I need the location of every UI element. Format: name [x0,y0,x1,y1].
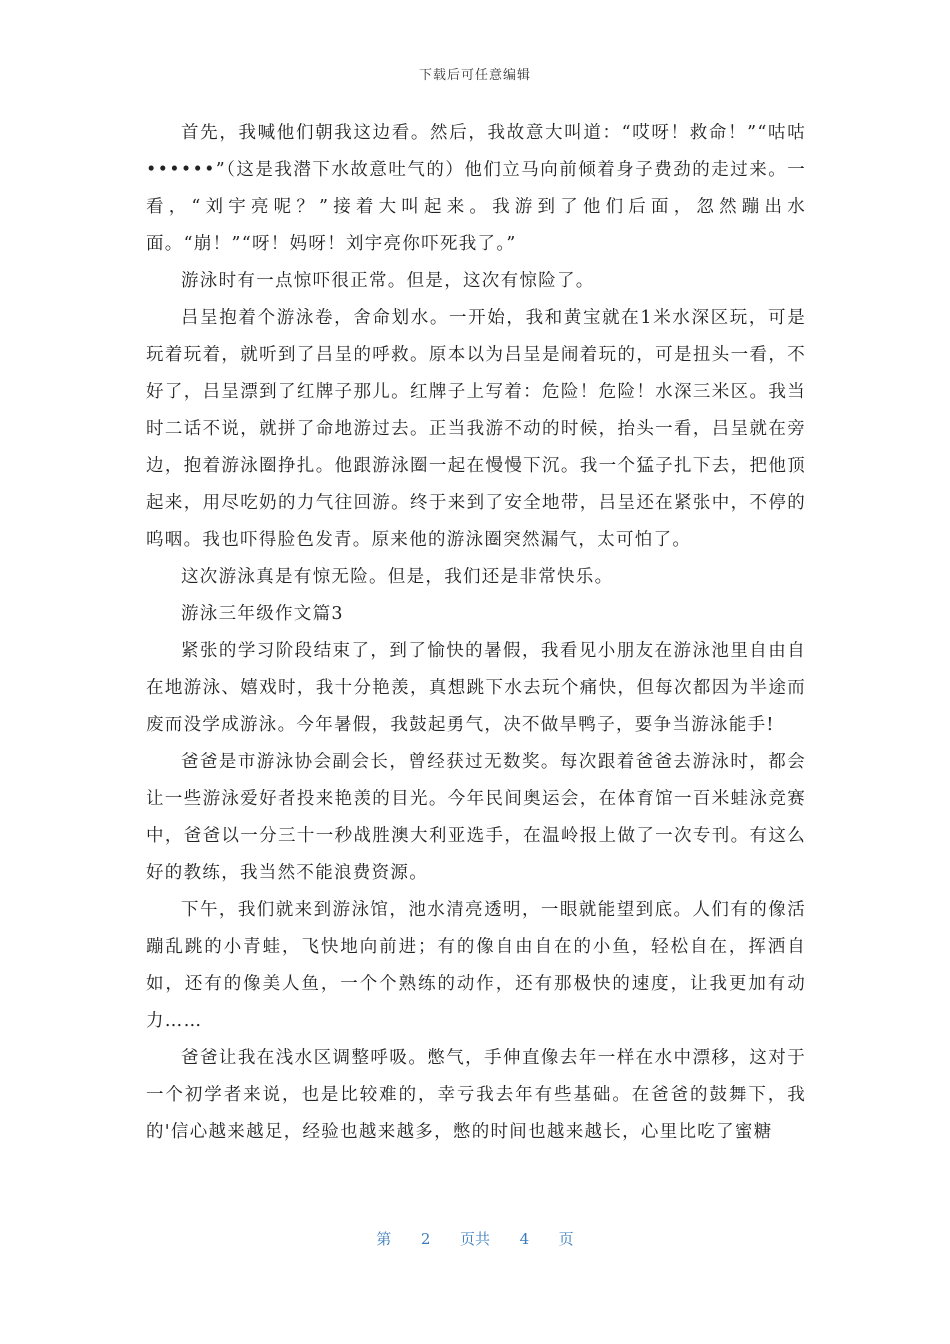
current-page-number: 2 [420,1230,431,1248]
paragraph: 游泳时有一点惊吓很正常。但是，这次有惊险了。 [181,271,595,291]
page-footer [0,1228,950,1249]
paragraph: 爸爸是市游泳协会副会长，曾经获过无数奖。每次跟着爸爸去游泳时，都会让一些游泳爱好者投来艳羡的目光。今年民间奥运会，在体育馆一百米蛙泳竞赛中，爸爸以一分三十一秒战胜澳大利亚选手，在温岭报上做了一次专刊。有这么好的教练，我当然不能浪费资源。 [146,752,806,883]
total-page-number: 4 [519,1230,530,1248]
paragraph: 吕呈抱着个游泳卷，舍命划水。一开始，我和黄宝就在1米水深区玩，可是玩着玩着，就听到了吕呈的呼救。原本以为吕呈是闹着玩的，可是扭头一看，不好了，吕呈漂到了红牌子那儿。红牌子上写着：危险！危险！水深三米区。我当时二话不说，就拼了命地游过去。正当我游不动的时候，抬头一看，吕呈就在旁边，抱着游泳圈挣扎。他跟游泳圈一起在慢慢下沉。我一个猛子扎下去，把他顶起来，用尽吃奶的力气往回游。终于来到了安全地带，吕呈还在紧张中，不停的呜咽。我也吓得脸色发青。原来他的游泳圈突然漏气，太可怕了。 [146,308,806,550]
section-heading: 游泳三年级作文篇3 [181,604,344,624]
paragraph: 这次游泳真是有惊无险。但是，我们还是非常快乐。 [181,567,614,587]
paragraph: 首先，我喊他们朝我这边看。然后，我故意大叫道：“哎呀！救命！”“咕咕••••••”（这是我潜下水故意吐气的）他们立马向前倾着身子费劲的走过来。一看，“刘宇亮呢？”接着大叫起来。我游到了他们后面，忽然蹦出水面。“崩！”“呀！妈呀！刘宇亮你吓死我了。” [146,123,806,254]
paragraph: 爸爸让我在浅水区调整呼吸。憋气，手伸直像去年一样在水中漂移，这对于一个初学者来说，也是比较难的，幸亏我去年有些基础。在爸爸的鼓舞下，我的'信心越来越足，经验也越来越多，憋的时间也越来越长，心里比吃了蜜糖 [146,1048,806,1142]
document-body [146,115,806,1151]
page-header: 下载后可任意编辑 [418,68,531,83]
footer-middle: 页共 [459,1230,490,1248]
footer-suffix: 页 [558,1230,574,1248]
paragraph: 下午，我们就来到游泳馆，池水清亮透明，一眼就能望到底。人们有的像活蹦乱跳的小青蛙，飞快地向前进；有的像自由自在的小鱼，轻松自在，挥洒自如，还有的像美人鱼，一个个熟练的动作，还有那极快的速度，让我更加有动力…… [146,900,806,1031]
paragraph: 紧张的学习阶段结束了，到了愉快的暑假，我看见小朋友在游泳池里自由自在地游泳、嬉戏时，我十分艳羡，真想跳下水去玩个痛快，但每次都因为半途而废而没学成游泳。今年暑假，我鼓起勇气，决不做旱鸭子，要争当游泳能手! [146,641,806,735]
footer-prefix: 第 [376,1230,392,1248]
